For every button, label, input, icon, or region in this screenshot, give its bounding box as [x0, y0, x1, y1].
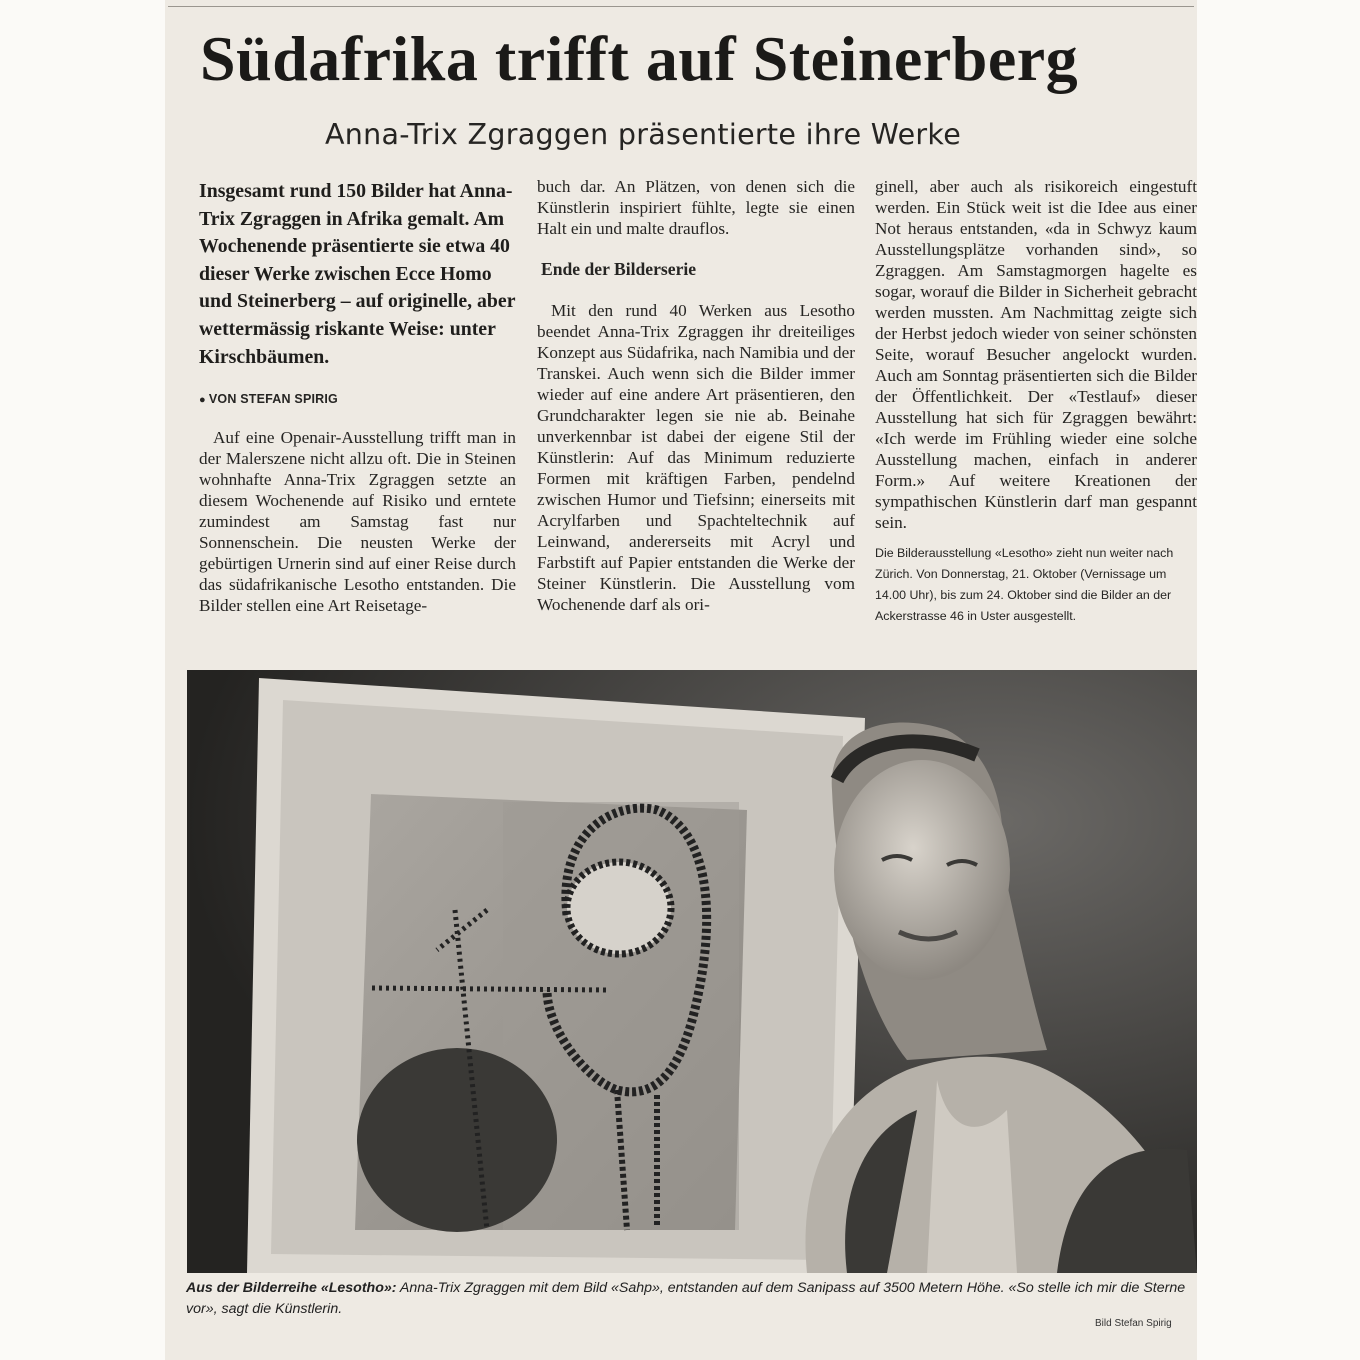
body-paragraph: Mit den rund 40 Werken aus Lesotho beendet Anna-Trix Zgraggen ihr dreiteiliges Konzept aus Südafrika, nach Namibia und der Transkei. Auch wenn sich die Bilder immer wieder auf eine andere Art präsentieren, den Grundcharakter legen sie nie ab. Beinahe unverkennbar ist dabei der eigene Stil der Künstlerin: Auf das Minimum reduzierte Formen mit kräftigen Farben, pendelnd zwischen Humor und Tiefsinn; einerseits mit Acrylfarben und Spachteltechnik auf Leinwand, andererseits mit Acryl und Farbstift auf Papier entstanden die Werke der Steiner Künstlerin. Die Ausstellung vom Wochenende darf als ori-: [537, 301, 855, 614]
byline-text: VON STEFAN SPIRIG: [208, 392, 338, 407]
article-photo: [187, 670, 1197, 1273]
caption-text: Anna-Trix Zgraggen mit dem Bild «Sahp», entstanden auf dem Sanipass auf 3500 Metern Höhe. «So stelle ich mir die Sterne vor», sagt die Künstlerin.: [186, 1280, 1186, 1317]
caption-lead: Aus der Bilderreihe «Lesotho»:: [186, 1280, 397, 1296]
byline: [199, 389, 516, 411]
headline: Südafrika trifft auf Steinerberg: [200, 23, 1079, 94]
body-paragraph: buch dar. An Plätzen, von denen sich die Künstlerin inspiriert fühlte, legte sie einen Halt ein und malte drauflos.: [537, 177, 855, 238]
lead-paragraph: Insgesamt rund 150 Bilder hat Anna-Trix Zgraggen in Afrika gemalt. Am Wochenende präsentierte sie etwa 40 dieser Werke zwischen Ecce Homo und Steinerberg – auf originelle, aber wettermässig riskante Weise: unter Kirschbäumen.: [199, 180, 516, 368]
body-paragraph: Auf eine Openair-Ausstellung trifft man in der Malerszene nicht allzu oft. Die in Steinen wohnhafte Anna-Trix Zgraggen setzte an diesem Wochenende auf Risiko und erntete zumindest am Samstag fast nur Sonnenschein. Die neusten Werke der gebürtigen Urnerin sind auf einer Reise durch das südafrikanische Lesotho entstanden. Die Bilder stellen eine Art Reisetage-: [199, 428, 516, 616]
photo-credit: Bild Stefan Spirig: [1095, 1318, 1172, 1329]
subheadline: Anna-Trix Zgraggen präsentierte ihre Werke: [325, 118, 962, 151]
exhibition-note: Die Bilderausstellung «Lesotho» zieht nun weiter nach Zürich. Von Donnerstag, 21. Oktober (Vernissage um 14.00 Uhr), bis zum 24. Oktober sind die Bilder an der Ackerstrasse 46 in Uster ausgestellt.: [875, 546, 1174, 623]
bullet-icon: ●: [199, 394, 206, 407]
column-1: [199, 176, 516, 616]
photo-illustration: [187, 670, 1197, 1273]
section-heading: Ende der Bilderserie: [541, 259, 697, 279]
top-rule: [168, 6, 1194, 7]
photo-caption: [186, 1278, 1186, 1320]
column-3: [875, 176, 1197, 627]
column-2: [537, 176, 855, 615]
body-paragraph: ginell, aber auch als risikoreich eingestuft werden. Ein Stück weit ist die Idee aus einer Not heraus entstanden, «da in Schwyz kaum Ausstellungsplätze vorhanden sind», so Zgraggen. Am Samstagmorgen hagelte es sogar, worauf die Bilder in Sicherheit gebracht werden mussten. Am Nachmittag zeigte sich der Herbst jedoch wieder von seiner schönsten Seite, worauf Besucher angelockt wurden. Auch am Sonntag präsentierten sich die Bilder der Öffentlichkeit. Der «Testlauf» dieser Ausstellung hat sich für Zgraggen bewährt: «Ich werde im Frühling wieder eine solche Ausstellung machen, einfach in anderer Form.» Auf weitere Kreationen der sympathischen Künstlerin darf man gespannt sein.: [875, 177, 1197, 532]
